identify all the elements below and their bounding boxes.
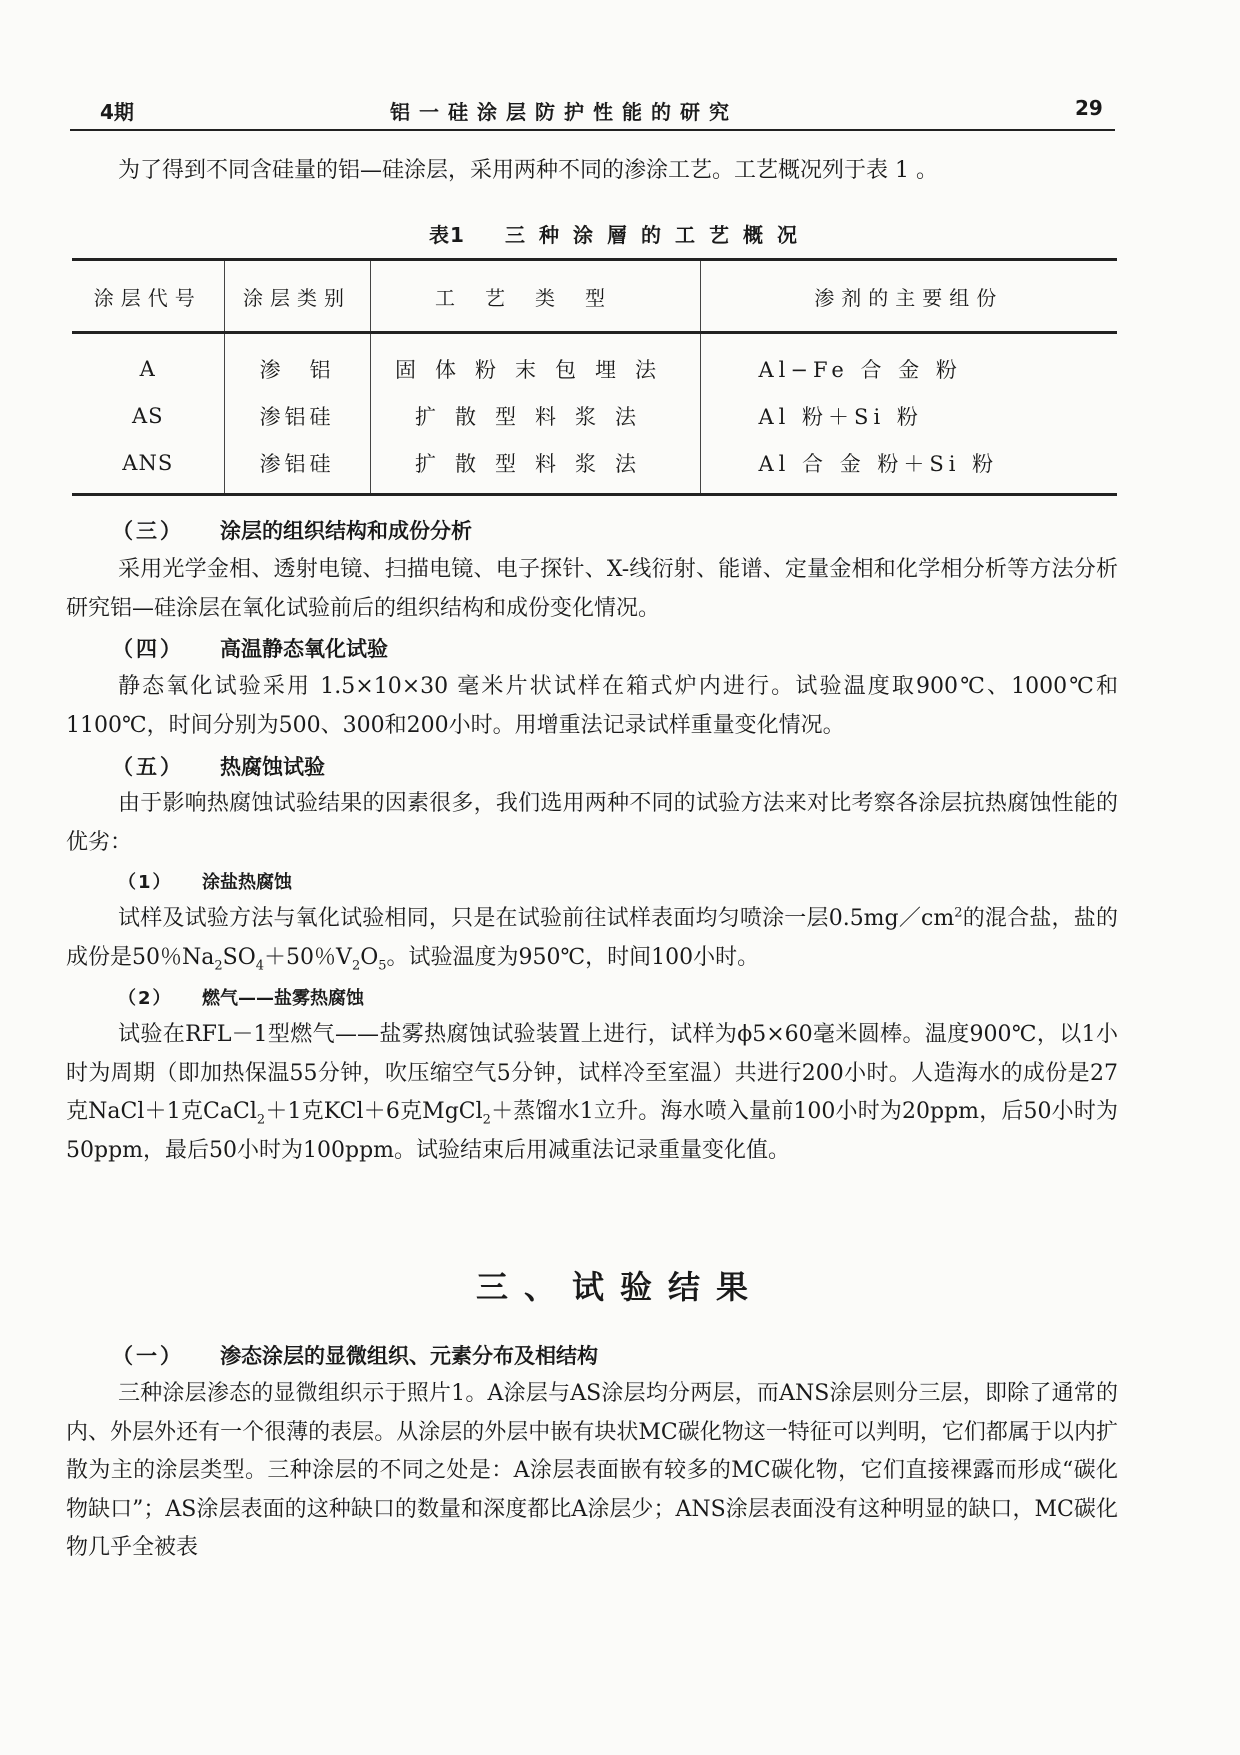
issue-number: 4期 (100, 100, 134, 124)
subsubsection-heading (118, 984, 364, 1010)
running-title: 铝一硅涂层防护性能的研究 (390, 100, 738, 124)
table-title: 三种涂層的工艺概况 (504, 223, 811, 247)
subsubsection-heading (118, 868, 292, 894)
cell-code: AS (72, 392, 224, 439)
cell-components: Al−Fe 合 金 粉 (758, 357, 962, 382)
subsection-title: 热腐蚀试验 (220, 755, 325, 779)
paragraph: 试样及试验方法与氧化试验相同，只是在试验前往试样表面均匀喷涂一层$0.5mg/cm^2$的混合盐，盐的成份是50％$Na_2SO_4+50$％$V_2O_5$。试验温度为950℃，时间100小时。 (66, 905, 1118, 973)
paragraph: 静态氧化试验采用 1.5×10×30 毫米片状试样在箱式炉内进行。试验温度取900℃、1000℃和1100℃，时间分别为500、300和200小时。用增重法记录试样重量变化情况。 (66, 674, 1118, 738)
paragraph: 由于影响热腐蚀试验结果的因素很多，我们选用两种不同的试验方法来对比考察各涂层抗热腐蚀性能的优劣： (66, 791, 1118, 855)
subsection-heading (112, 633, 388, 663)
subsection-heading (112, 751, 325, 781)
table-caption (0, 219, 1240, 248)
paragraph: 三种涂层渗态的显微组织示于照片1。A涂层与AS涂层均分两层，而ANS涂层则分三层，即除了通常的内、外层外还有一个很薄的表层。从涂层的外层中嵌有块状MC碳化物这一特征可以判明，它们都属于以内扩散为主的涂层类型。三种涂层的不同之处是：A涂层表面嵌有较多的MC碳化物，它们直接裸露而形成“碳化物缺口”；AS涂层表面的这种缺口的数量和深度都比A涂层少；ANS涂层表面没有这种明显的缺口，MC碳化物几乎全被表 (66, 1381, 1118, 1560)
cell-process: 扩散型料浆法 (370, 392, 700, 439)
table-row (72, 392, 1117, 439)
table-number: 表1 (429, 223, 465, 247)
table-header-row (72, 260, 1117, 333)
cell-type: 渗 铝 (224, 333, 370, 393)
subsubsection-number: （2） (118, 988, 173, 1009)
subsection-title: 高温静态氧化试验 (220, 637, 388, 661)
running-header (70, 92, 1110, 126)
header-coating-code: 涂层代号 (72, 260, 224, 333)
cell-type: 渗铝硅 (224, 439, 370, 495)
subsubsection-number: （1） (118, 872, 173, 893)
header-process-type: 工艺类型 (370, 260, 700, 333)
section-title: 三、试验结果 (475, 1268, 764, 1306)
page-number: 29 (1075, 96, 1103, 120)
subsection-number: （三） (112, 519, 184, 543)
cell-code: ANS (72, 439, 224, 495)
header-main-components: 渗剂的主要组份 (700, 260, 1117, 333)
paragraph: 采用光学金相、透射电镜、扫描电镜、电子探针、X-线衍射、能谱、定量金相和化学相分析等方法分析研究铝—硅涂层在氧化试验前后的组织结构和成份变化情况。 (66, 557, 1118, 621)
cell-components: Al 合 金 粉＋Si 粉 (700, 439, 1117, 495)
subsection-number: （四） (112, 637, 184, 661)
subsection-number: （一） (112, 1344, 184, 1368)
cell-type: 渗铝硅 (224, 392, 370, 439)
table-row (72, 439, 1117, 495)
process-table (72, 258, 1117, 496)
subsection-heading (112, 515, 472, 545)
subsection-title: 渗态涂层的显微组织、元素分布及相结构 (220, 1344, 598, 1368)
subsection-heading (112, 1340, 598, 1370)
cell-code: A (72, 333, 224, 393)
cell-process: 固体粉末包埋法 (370, 333, 700, 393)
cell-process: 扩散型料浆法 (370, 439, 700, 495)
paragraph: 试验在RFL－1型燃气——盐雾热腐蚀试验装置上进行，试样为ϕ5×60毫米圆棒。温度900℃，以1小时为周期（即加热保温55分钟，吹压缩空气5分钟，试样冷至室温）共进行200小时。人造海水的成份是27克NaCl＋1克CaCl$_2$＋1克KCl＋6克MgCl$_2$＋蒸馏水1立升。海水喷入量前100小时为20ppm，后50小时为50ppm，最后50小时为100ppm。试验结束后用减重法记录重量变化值。 (66, 1022, 1119, 1163)
table-row (72, 333, 1117, 393)
header-rule (70, 129, 1115, 131)
intro-paragraph: 为了得到不同含硅量的铝—硅涂层，采用两种不同的渗涂工艺。工艺概况列于表 1 。 (118, 158, 938, 183)
subsubsection-title: 涂盐热腐蚀 (202, 872, 292, 893)
subsubsection-title: 燃气——盐雾热腐蚀 (202, 988, 364, 1009)
subsection-number: （五） (112, 755, 184, 779)
header-coating-type: 涂层类别 (224, 260, 370, 333)
subsection-title: 涂层的组织结构和成份分析 (220, 519, 472, 543)
cell-components: Al 粉＋Si 粉 (758, 404, 923, 429)
